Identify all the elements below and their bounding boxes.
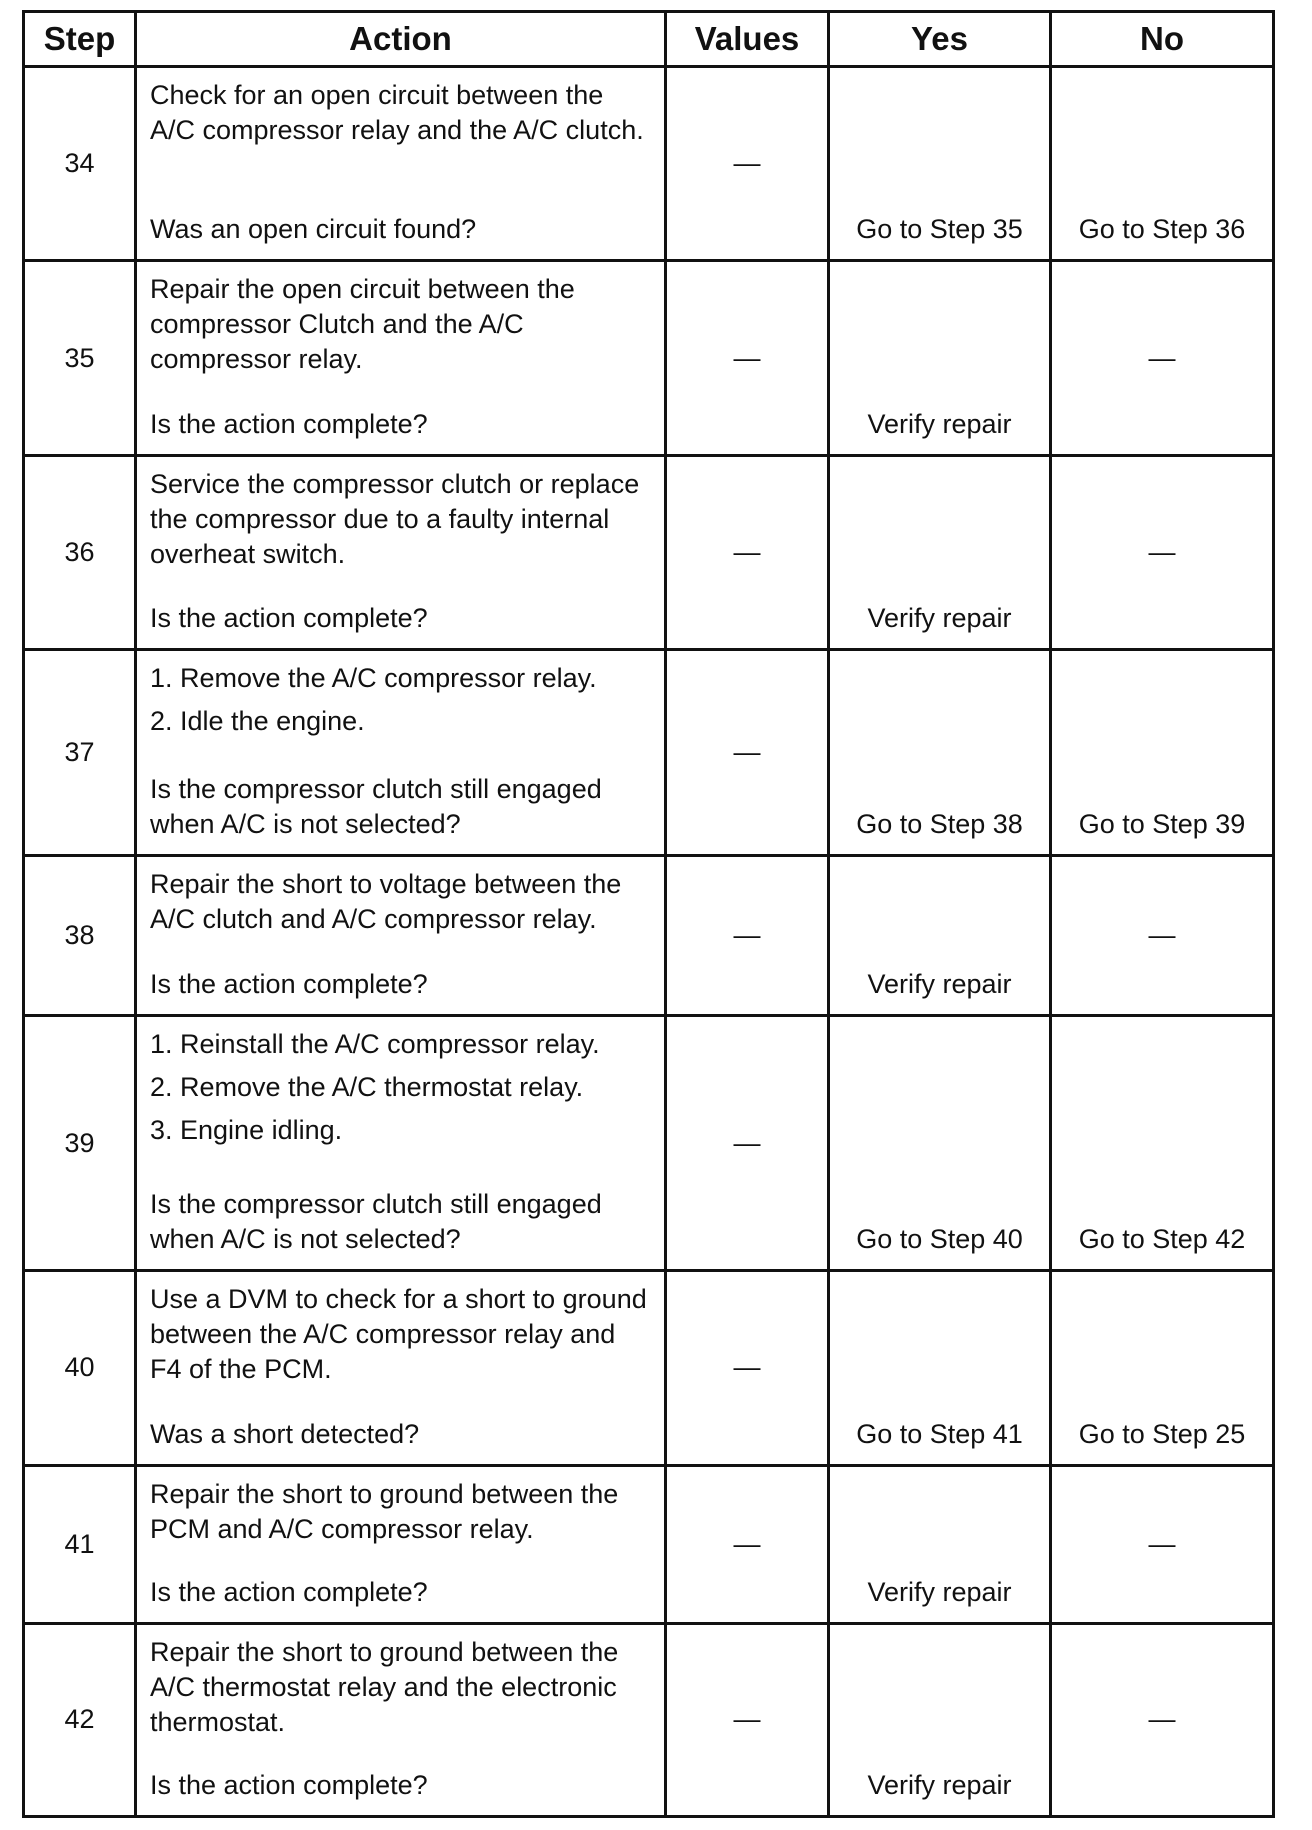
action-description: Repair the short to voltage between the A/C clutch and A/C compressor relay. [150, 869, 622, 935]
yes-cell: Go to Step 35 [829, 67, 1051, 261]
action-step: 1. Remove the A/C compressor relay. [150, 663, 597, 694]
action-step: 2. Remove the A/C thermostat relay. [150, 1072, 584, 1103]
yes-cell: Verify repair [829, 1623, 1051, 1816]
values-cell: — [666, 455, 829, 649]
header-values: Values [666, 12, 829, 67]
action-question: Is the action complete? [150, 1576, 428, 1607]
action-cell [136, 67, 666, 261]
action-description: Repair the open circuit between the compressor Clutch and the A/C compressor relay. [150, 274, 575, 375]
no-cell: — [1051, 1623, 1274, 1816]
yes-cell: Go to Step 38 [829, 650, 1051, 856]
table-row [24, 856, 1274, 1016]
header-yes: Yes [829, 12, 1051, 67]
step-number: 41 [24, 1465, 136, 1623]
table-row [24, 1623, 1274, 1816]
step-number: 35 [24, 261, 136, 455]
table-row [24, 1465, 1274, 1623]
step-number: 38 [24, 856, 136, 1016]
step-number: 39 [24, 1016, 136, 1271]
table-row [24, 650, 1274, 856]
yes-cell: Verify repair [829, 1465, 1051, 1623]
action-cell [136, 1465, 666, 1623]
values-cell: — [666, 1271, 829, 1465]
action-step: 3. Engine idling. [150, 1115, 343, 1146]
step-number: 34 [24, 67, 136, 261]
action-question: Was an open circuit found? [150, 214, 477, 245]
no-cell: — [1051, 1465, 1274, 1623]
step-number: 42 [24, 1623, 136, 1816]
action-steps-list [150, 661, 654, 747]
action-question: Is the action complete? [150, 408, 428, 439]
header-action: Action [136, 12, 666, 67]
table-row [24, 455, 1274, 649]
values-cell: — [666, 650, 829, 856]
action-cell [136, 261, 666, 455]
action-description: Repair the short to ground between the A/C thermostat relay and the electronic thermostat. [150, 1636, 619, 1737]
action-description: Service the compressor clutch or replace the compressor due to a faulty internal overheat switch. [150, 468, 640, 569]
no-cell: Go to Step 25 [1051, 1271, 1274, 1465]
action-steps-list [150, 1027, 654, 1156]
action-cell [136, 1623, 666, 1816]
action-question: Was a short detected? [150, 1418, 420, 1449]
action-cell [136, 650, 666, 856]
action-description: Check for an open circuit between the A/C compressor relay and the A/C clutch. [150, 80, 644, 145]
action-cell [136, 856, 666, 1016]
no-cell: — [1051, 455, 1274, 649]
table-row [24, 67, 1274, 261]
yes-cell: Verify repair [829, 455, 1051, 649]
diagnostic-table [22, 10, 1275, 1818]
no-cell: Go to Step 42 [1051, 1016, 1274, 1271]
no-cell: Go to Step 39 [1051, 650, 1274, 856]
action-cell [136, 1271, 666, 1465]
action-question: Is the compressor clutch still engaged when A/C is not selected? [150, 1189, 602, 1255]
values-cell: — [666, 1465, 829, 1623]
action-description: Repair the short to ground between the PCM and A/C compressor relay. [150, 1478, 619, 1544]
action-cell [136, 455, 666, 649]
action-question: Is the compressor clutch still engaged when A/C is not selected? [150, 774, 602, 840]
no-cell: Go to Step 36 [1051, 67, 1274, 261]
header-row [24, 12, 1274, 67]
action-question: Is the action complete? [150, 603, 428, 634]
action-step: 2. Idle the engine. [150, 706, 365, 737]
table-row [24, 261, 1274, 455]
values-cell: — [666, 1016, 829, 1271]
action-question: Is the action complete? [150, 1770, 428, 1800]
step-number: 36 [24, 455, 136, 649]
table-row [24, 1016, 1274, 1271]
no-cell: — [1051, 261, 1274, 455]
yes-cell: Go to Step 40 [829, 1016, 1051, 1271]
step-number: 37 [24, 650, 136, 856]
values-cell: — [666, 67, 829, 261]
yes-cell: Verify repair [829, 261, 1051, 455]
no-cell: — [1051, 856, 1274, 1016]
header-no: No [1051, 12, 1274, 67]
values-cell: — [666, 1623, 829, 1816]
table-row [24, 1271, 1274, 1465]
action-cell [136, 1016, 666, 1271]
action-description: Use a DVM to check for a short to ground between the A/C compressor relay and F4 of the PCM. [150, 1284, 647, 1385]
action-question: Is the action complete? [150, 969, 428, 1000]
step-number: 40 [24, 1271, 136, 1465]
values-cell: — [666, 856, 829, 1016]
action-step: 1. Reinstall the A/C compressor relay. [150, 1029, 600, 1060]
yes-cell: Verify repair [829, 856, 1051, 1016]
values-cell: — [666, 261, 829, 455]
header-step: Step [24, 12, 136, 67]
yes-cell: Go to Step 41 [829, 1271, 1051, 1465]
